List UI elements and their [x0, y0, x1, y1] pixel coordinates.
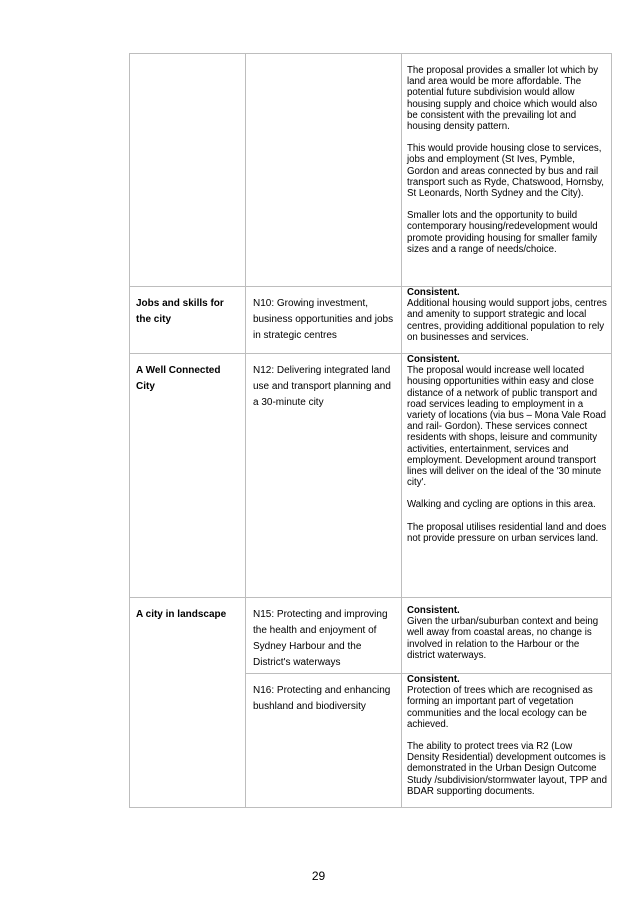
- table-row: [130, 598, 612, 674]
- comment-paragraph: The proposal provides a smaller lot which by land area would be more affordable. The potential future subdivision would allow housing supply and choice which would also be consistent with the prevailing lot and housing density pattern.: [407, 65, 599, 133]
- theme-cell: [130, 354, 246, 598]
- consistency-verdict: Consistent.: [407, 605, 460, 616]
- table-row: [130, 54, 612, 287]
- comment-paragraph: Smaller lots and the opportunity to build contemporary housing/redevelopment would promote providing housing for smaller family sizes and a range of needs/choice.: [407, 210, 598, 255]
- objective-cell: [246, 354, 402, 598]
- comment-cell: [402, 287, 612, 354]
- objective-cell: [246, 54, 402, 287]
- consistency-verdict: Consistent.: [407, 287, 460, 298]
- consistency-verdict: Consistent.: [407, 354, 460, 365]
- theme-label: A city in landscape: [136, 609, 227, 620]
- comment-paragraph: The proposal would increase well located housing opportunities within easy and close distance of a network of public transport and road services leading to employment in a variety of locations (via bus – Mona Vale Road and rail- Gordon). These services connect residents with shops, leisure and community activities, entertainment, services and employment. Development around transport lines will deliver on the ideal of the '30 minute city'.: [407, 365, 607, 489]
- theme-cell: [130, 54, 246, 287]
- theme-label: A Well Connected City: [136, 365, 221, 392]
- comment-cell: [402, 674, 612, 808]
- objective-text: N16: Protecting and enhancing bushland and biodiversity: [253, 685, 391, 712]
- table-row: [130, 354, 612, 598]
- objective-cell: [246, 674, 402, 808]
- objective-text: N12: Delivering integrated land use and transport planning and a 30-minute city: [253, 365, 391, 408]
- objective-cell: [246, 598, 402, 674]
- objective-text: N15: Protecting and improving the health and enjoyment of Sydney Harbour and the District's waterways: [253, 609, 388, 668]
- comment-paragraph: The ability to protect trees via R2 (Low Density Residential) development outcomes is demonstrated in the Urban Design Outcome Study /subdivision/stormwater layout, TPP and BDAR supporting documents.: [407, 741, 607, 797]
- consistency-verdict: Consistent.: [407, 674, 460, 685]
- comment-paragraph: Additional housing would support jobs, centres and amenity to support strategic and local centres, providing additional population to rely on businesses and services.: [407, 298, 607, 343]
- comment-paragraph: Protection of trees which are recognised as forming an important part of vegetation communities and the local ecology can be achieved.: [407, 685, 593, 730]
- comment-paragraph: This would provide housing close to services, jobs and employment (St Ives, Pymble, Gordon and areas connected by bus and rail transport such as Ryde, Chatswood, Hornsby, St Leonards, North Sydney and the City).: [407, 143, 604, 200]
- page-number: 29: [311, 869, 326, 883]
- comment-cell: [402, 354, 612, 598]
- comment-paragraph: Walking and cycling are options in this area.: [407, 499, 596, 511]
- comment-paragraph: The proposal utilises residential land and does not provide pressure on urban services land.: [407, 521, 607, 544]
- theme-cell: [130, 287, 246, 354]
- comment-paragraph: Given the urban/suburban context and being well away from coastal areas, no change is involved in relation to the Harbour or the district waterways.: [407, 616, 599, 661]
- objective-cell: [246, 287, 402, 354]
- comment-cell: [402, 598, 612, 674]
- comment-cell: [402, 54, 612, 287]
- objective-text: N10: Growing investment, business opportunities and jobs in strategic centres: [253, 298, 394, 341]
- theme-label: Jobs and skills for the city: [136, 298, 224, 325]
- theme-cell: [130, 598, 246, 808]
- table-row: [130, 287, 612, 354]
- planning-consistency-table: [129, 53, 612, 808]
